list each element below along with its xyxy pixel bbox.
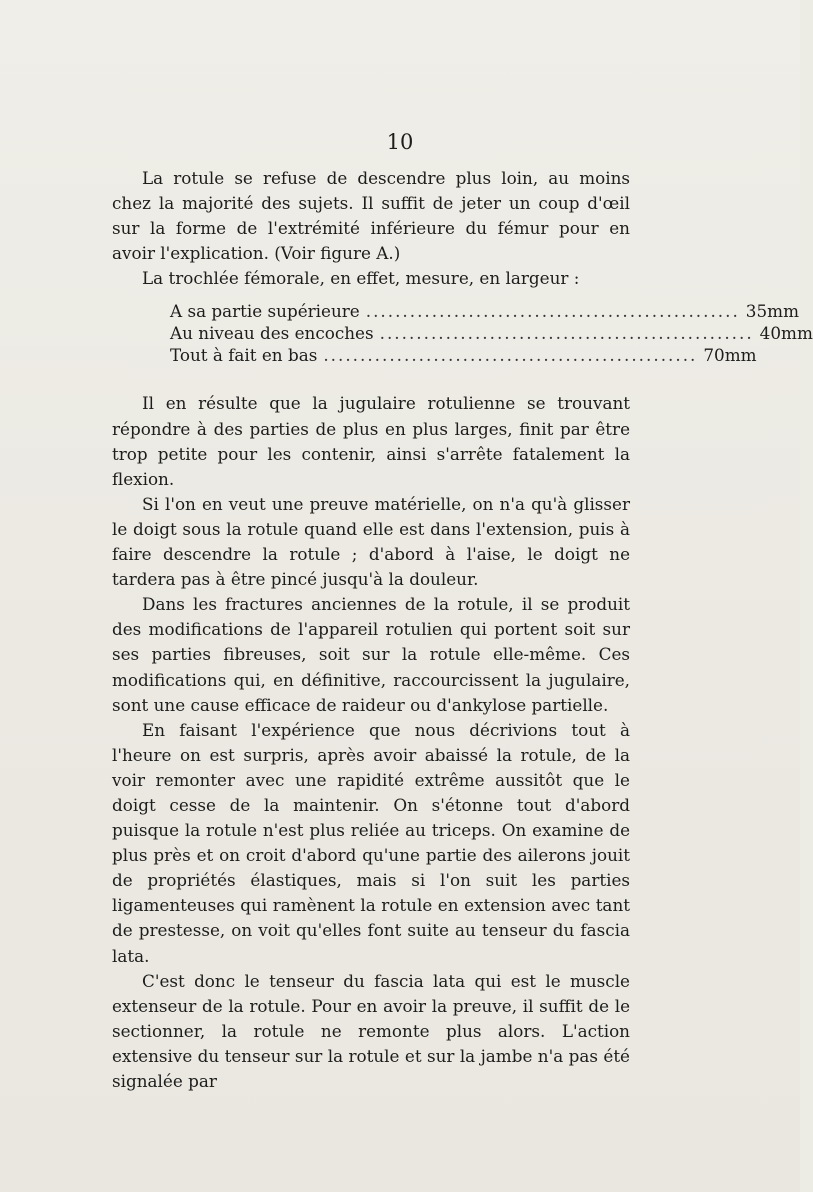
measurement-row — [170, 343, 757, 366]
paragraph: C'est donc le tenseur du fascia lata qui est le muscle extenseur de la rotule. Pour en avoir la preuve, il suffit de le sectionner, la rotule ne remonte plus alors. L'action extensive du tenseur sur la rotule et sur la jambe n'a pas été signalée par — [112, 970, 630, 1091]
measurement-value: 70mm — [703, 345, 757, 366]
measurement-row — [170, 299, 799, 322]
measurement-label: Tout à fait en bas — [170, 345, 318, 366]
paragraph: Dans les fractures anciennes de la rotule, il se produit des modifications de l'appareil rotulien qui portent soit sur ses parties fibreuses, soit sur la rotule elle-même. Ces modifications qui, en définitive, raccourcissent la jugulaire, sont une cause efficace de raideur ou d'ankylose partielle. — [112, 594, 630, 715]
leader-dots: ................................................... — [323, 345, 698, 366]
body-text — [112, 166, 813, 1094]
paragraph: La trochlée fémorale, en effet, mesure, en largeur : — [142, 268, 580, 289]
leader-dots: ................................................... — [365, 301, 740, 322]
measurement-label: Au niveau des encoches — [170, 323, 374, 344]
leader-dots: ................................................... — [379, 323, 754, 344]
measurement-list — [112, 299, 813, 366]
measurement-label: A sa partie supérieure — [170, 301, 360, 322]
paragraph: Si l'on en veut une preuve matérielle, on n'a qu'à glisser le doigt sous la rotule quand elle est dans l'extension, puis à faire descendre la rotule ; d'abord à l'aise, le doigt ne tardera pas à être pincé jusqu'à la douleur. — [112, 493, 630, 590]
paragraph: En faisant l'expérience que nous décrivions tout à l'heure on est surpris, après avoir abaissé la rotule, de la voir remonter avec une rapidité extrême aussitôt que le doigt cesse de la maintenir. On s'étonne tout d'abord puisque la rotule n'est plus reliée au triceps. On examine de plus près et on croit d'abord qu'une partie des ailerons jouit de propriétés élastiques, mais si l'on suit les parties ligamenteuses qui ramènent la rotule en extension avec tant de prestesse, on voit qu'elles font suite au tenseur du fascia lata. — [112, 719, 630, 966]
measurement-value: 40mm — [759, 323, 813, 344]
spacer — [112, 373, 630, 391]
measurement-value: 35mm — [745, 301, 799, 322]
page-number: 10 — [386, 130, 414, 154]
paragraph: La rotule se refuse de descendre plus loin, au moins chez la majorité des sujets. Il suffit de jeter un coup d'œil sur la forme de l'extrémité inférieure du fémur pour en avoir l'explication. (Voir figure A.) — [112, 168, 630, 264]
paragraph: Il en résulte que la jugulaire rotulienne se trouvant répondre à des parties de plus en plus larges, finit par être trop petite pour les contenir, ainsi s'arrête fatalement la flexion. — [112, 393, 630, 489]
measurement-row — [170, 321, 813, 344]
